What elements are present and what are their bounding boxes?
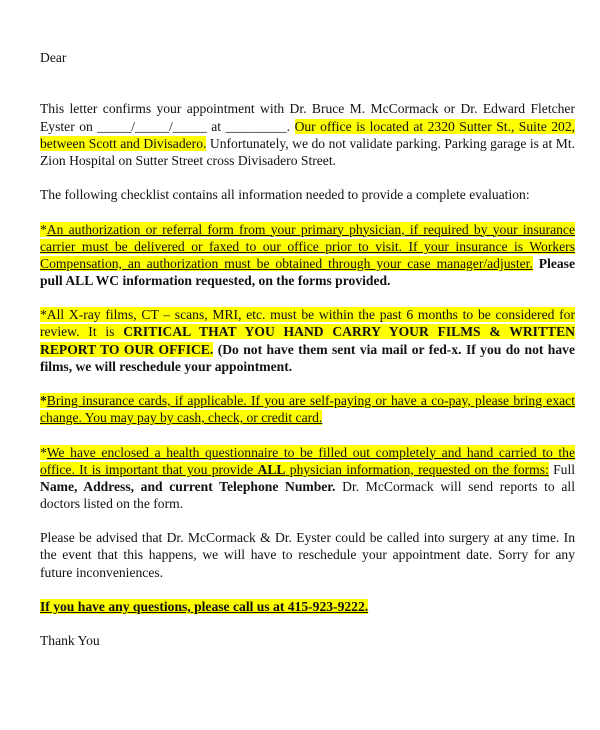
intro-text: This letter confirms your appointment with Dr. Bruce M. McCormack or Dr. Edward Fletcher Eyster on _____/_____/_____ at _________.	[40, 101, 575, 134]
authorization-text: An authorization or referral form from your primary physician, if required by your insurance carrier must be delivered or faxed to our office prior to visit. If your insurance is Workers Compensation, an authorization must be obtained through your case manager/adjuster.	[40, 221, 575, 271]
insurance-text: Bring insurance cards, if applicable. If you are self-paying or have a co-pay, please bring exact change. You may pay by cash, check, or credit card.	[40, 393, 575, 426]
questionnaire-forms: physician information, requested on the forms:	[285, 461, 549, 477]
bullet-star: *	[40, 221, 47, 237]
bullet-star: *	[40, 444, 47, 460]
closing: Thank You	[40, 633, 100, 649]
questionnaire-full: Full	[548, 461, 575, 477]
questionnaire-reports: Dr. McCormack will send reports to all doctors listed on the form.	[40, 478, 575, 511]
surgery-notice: Please be advised that Dr. McCormack & Dr. Eyster could be called into surgery at any time. In the event that this happens, we will have to reschedule your appointment date. Sorry for any future inconveniences.	[40, 530, 575, 580]
checklist-item-xray	[40, 306, 575, 375]
salutation: Dear	[40, 50, 67, 65]
contact-phone-text: If you have any questions, please call us at 415-923-9222.	[40, 598, 369, 614]
checklist-item-authorization	[40, 221, 575, 290]
checklist-item-insurance	[40, 392, 575, 426]
parking-text: Unfortunately, we do not validate parking. Parking garage is at Mt. Zion Hospital on Sutter Street cross Divisadero Street.	[40, 135, 575, 168]
questionnaire-text: We have enclosed a health questionnaire to be filled out completely and hand carried to the office. It is important that you provide	[40, 444, 575, 477]
letter-document	[40, 49, 575, 666]
questionnaire-all: ALL	[257, 461, 286, 477]
bullet-star: *	[40, 393, 47, 409]
wc-info-text: Please pull ALL WC information requested, on the forms provided.	[40, 255, 575, 288]
checklist-intro: The following checklist contains all information needed to provide a complete evaluation:	[40, 187, 530, 203]
contact-line	[40, 598, 575, 615]
xray-text: *All X-ray films, CT – scans, MRI, etc. must be within the past 6 months to be considered for review. It is	[40, 307, 575, 340]
xray-note-text: (Do not have them sent via mail or fed-x. If you do not have films, we will reschedule your appointment.	[40, 341, 575, 374]
xray-critical-text: CRITICAL THAT YOU HAND CARRY YOUR FILMS & WRITTEN REPORT TO OUR OFFICE.	[40, 324, 575, 357]
office-address-highlight: Our office is located at 2320 Sutter St., Suite 202, between Scott and Divisadero.	[40, 118, 576, 151]
intro-paragraph	[40, 100, 575, 169]
checklist-item-questionnaire	[40, 444, 575, 513]
questionnaire-required-fields: Name, Address, and current Telephone Number.	[40, 478, 336, 494]
